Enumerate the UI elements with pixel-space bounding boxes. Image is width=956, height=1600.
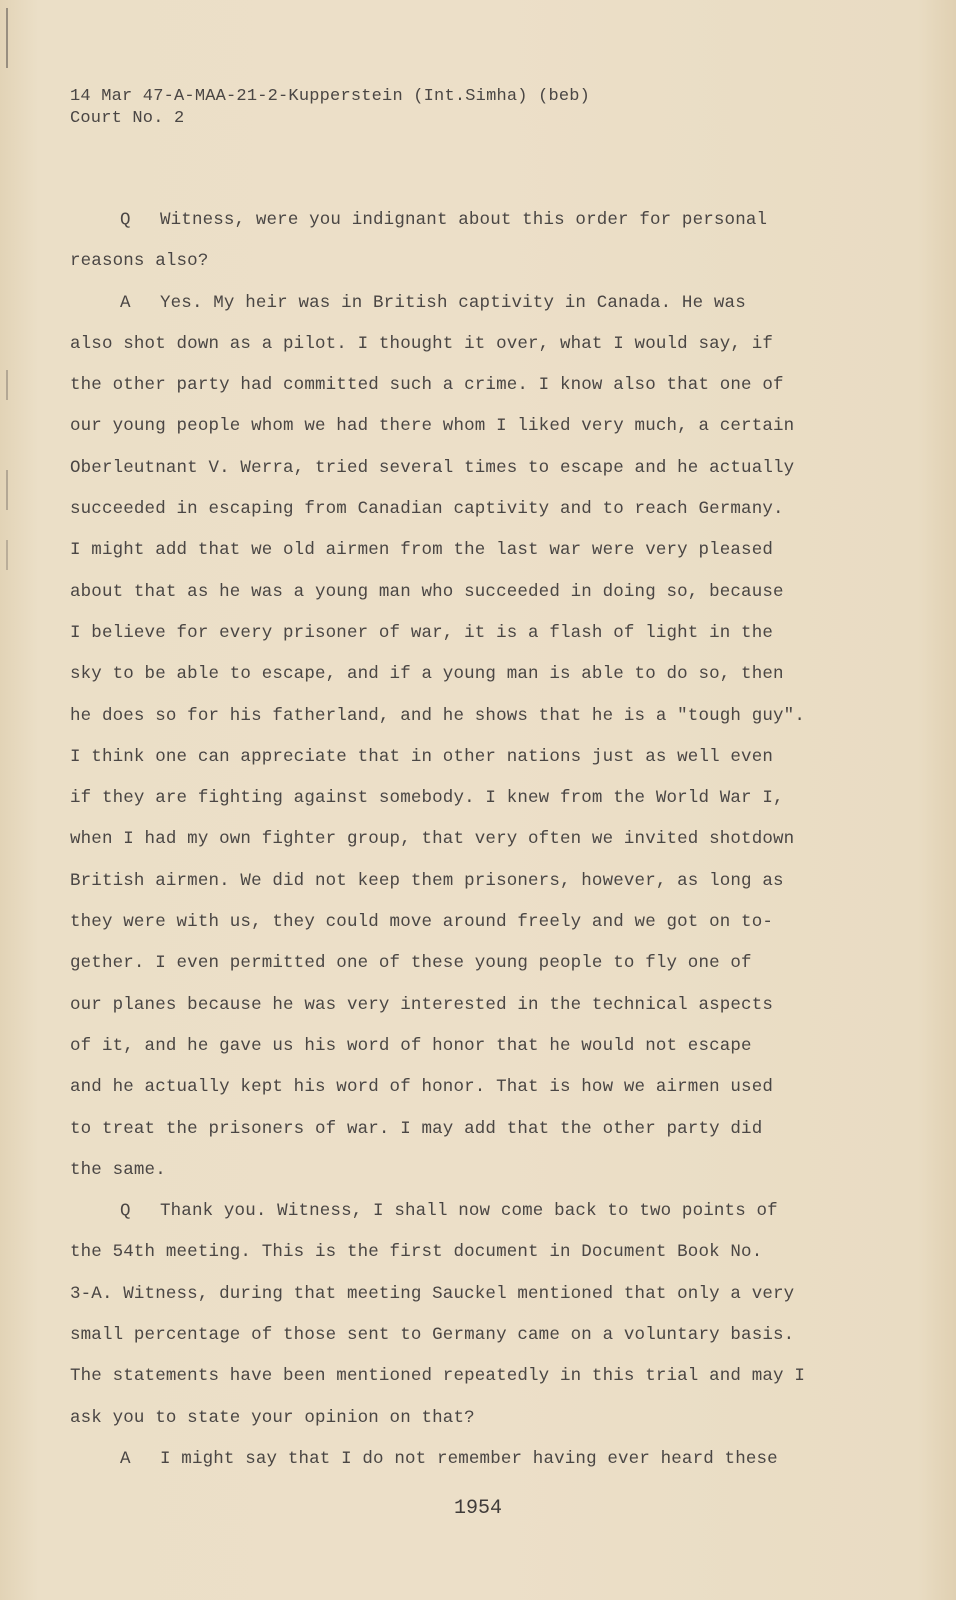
text-line: about that as he was a young man who succeeded in doing so, because bbox=[70, 581, 784, 602]
speaker-label: A bbox=[120, 1448, 131, 1469]
line-text: Thank you. Witness, I shall now come back to two points of bbox=[160, 1201, 778, 1222]
line-text: I might say that I do not remember having ever heard these bbox=[160, 1448, 778, 1469]
text-line bbox=[70, 205, 800, 246]
text-line: British airmen. We did not keep them prisoners, however, as long as bbox=[70, 870, 784, 891]
text-line: the same. bbox=[70, 1159, 166, 1180]
text-line: small percentage of those sent to Germany came on a voluntary basis. bbox=[70, 1325, 795, 1346]
header-court: Court No. 2 bbox=[70, 109, 185, 128]
line-text: Witness, were you indignant about this order for personal bbox=[160, 210, 768, 230]
header-reference: 14 Mar 47-A-MAA-21-2-Kupperstein (Int.Simha) (beb) bbox=[70, 87, 591, 106]
text-line: gether. I even permitted one of these young people to fly one of bbox=[70, 953, 752, 974]
speaker-label: Q bbox=[120, 210, 131, 230]
left-edge-mark bbox=[6, 8, 8, 68]
text-line: if they are fighting against somebody. I knew from the World War I, bbox=[70, 788, 784, 809]
speaker-label: A bbox=[120, 292, 131, 313]
text-line: the 54th meeting. This is the first document in Document Book No. bbox=[70, 1242, 763, 1263]
text-line: reasons also? bbox=[70, 251, 209, 272]
text-line: also shot down as a pilot. I thought it over, what I would say, if bbox=[70, 333, 774, 354]
line-text: Yes. My heir was in British captivity in Canada. He was bbox=[160, 292, 746, 313]
text-line: I might add that we old airmen from the last war were very pleased bbox=[70, 540, 774, 561]
text-line: ask you to state your opinion on that? bbox=[70, 1407, 475, 1428]
text-line: he does so for his fatherland, and he shows that he is a "tough guy". bbox=[70, 705, 805, 726]
page-number: 1954 bbox=[453, 1497, 502, 1520]
text-line: The statements have been mentioned repeatedly in this trial and may I bbox=[70, 1366, 805, 1387]
text-line bbox=[70, 1444, 800, 1485]
text-line: Oberleutnant V. Werra, tried several times to escape and he actually bbox=[70, 457, 795, 478]
text-line bbox=[70, 288, 800, 329]
text-line: our young people whom we had there whom I liked very much, a certain bbox=[70, 416, 795, 437]
text-line: I think one can appreciate that in other nations just as well even bbox=[70, 746, 774, 767]
text-line: to treat the prisoners of war. I may add that the other party did bbox=[70, 1118, 763, 1139]
left-edge-mark bbox=[6, 470, 8, 510]
text-line: and he actually kept his word of honor. That is how we airmen used bbox=[70, 1077, 774, 1098]
text-line: 3-A. Witness, during that meeting Sauckel mentioned that only a very bbox=[70, 1283, 795, 1304]
text-line: they were with us, they could move around freely and we got on to- bbox=[70, 912, 774, 933]
document-header bbox=[70, 86, 590, 130]
text-line: the other party had committed such a crime. I know also that one of bbox=[70, 375, 784, 396]
text-line: our planes because he was very interested in the technical aspects bbox=[70, 994, 774, 1015]
left-edge-mark bbox=[6, 540, 8, 570]
left-edge-mark bbox=[6, 370, 8, 400]
text-line: I believe for every prisoner of war, it is a flash of light in the bbox=[70, 622, 774, 643]
text-line: sky to be able to escape, and if a young man is able to do so, then bbox=[70, 664, 784, 685]
text-line: of it, and he gave us his word of honor that he would not escape bbox=[70, 1035, 752, 1056]
speaker-label: Q bbox=[120, 1201, 131, 1222]
text-line: succeeded in escaping from Canadian captivity and to reach Germany. bbox=[70, 499, 784, 520]
text-line: when I had my own fighter group, that very often we invited shotdown bbox=[70, 829, 795, 850]
text-line bbox=[70, 1196, 800, 1237]
transcript-body bbox=[70, 205, 805, 1485]
